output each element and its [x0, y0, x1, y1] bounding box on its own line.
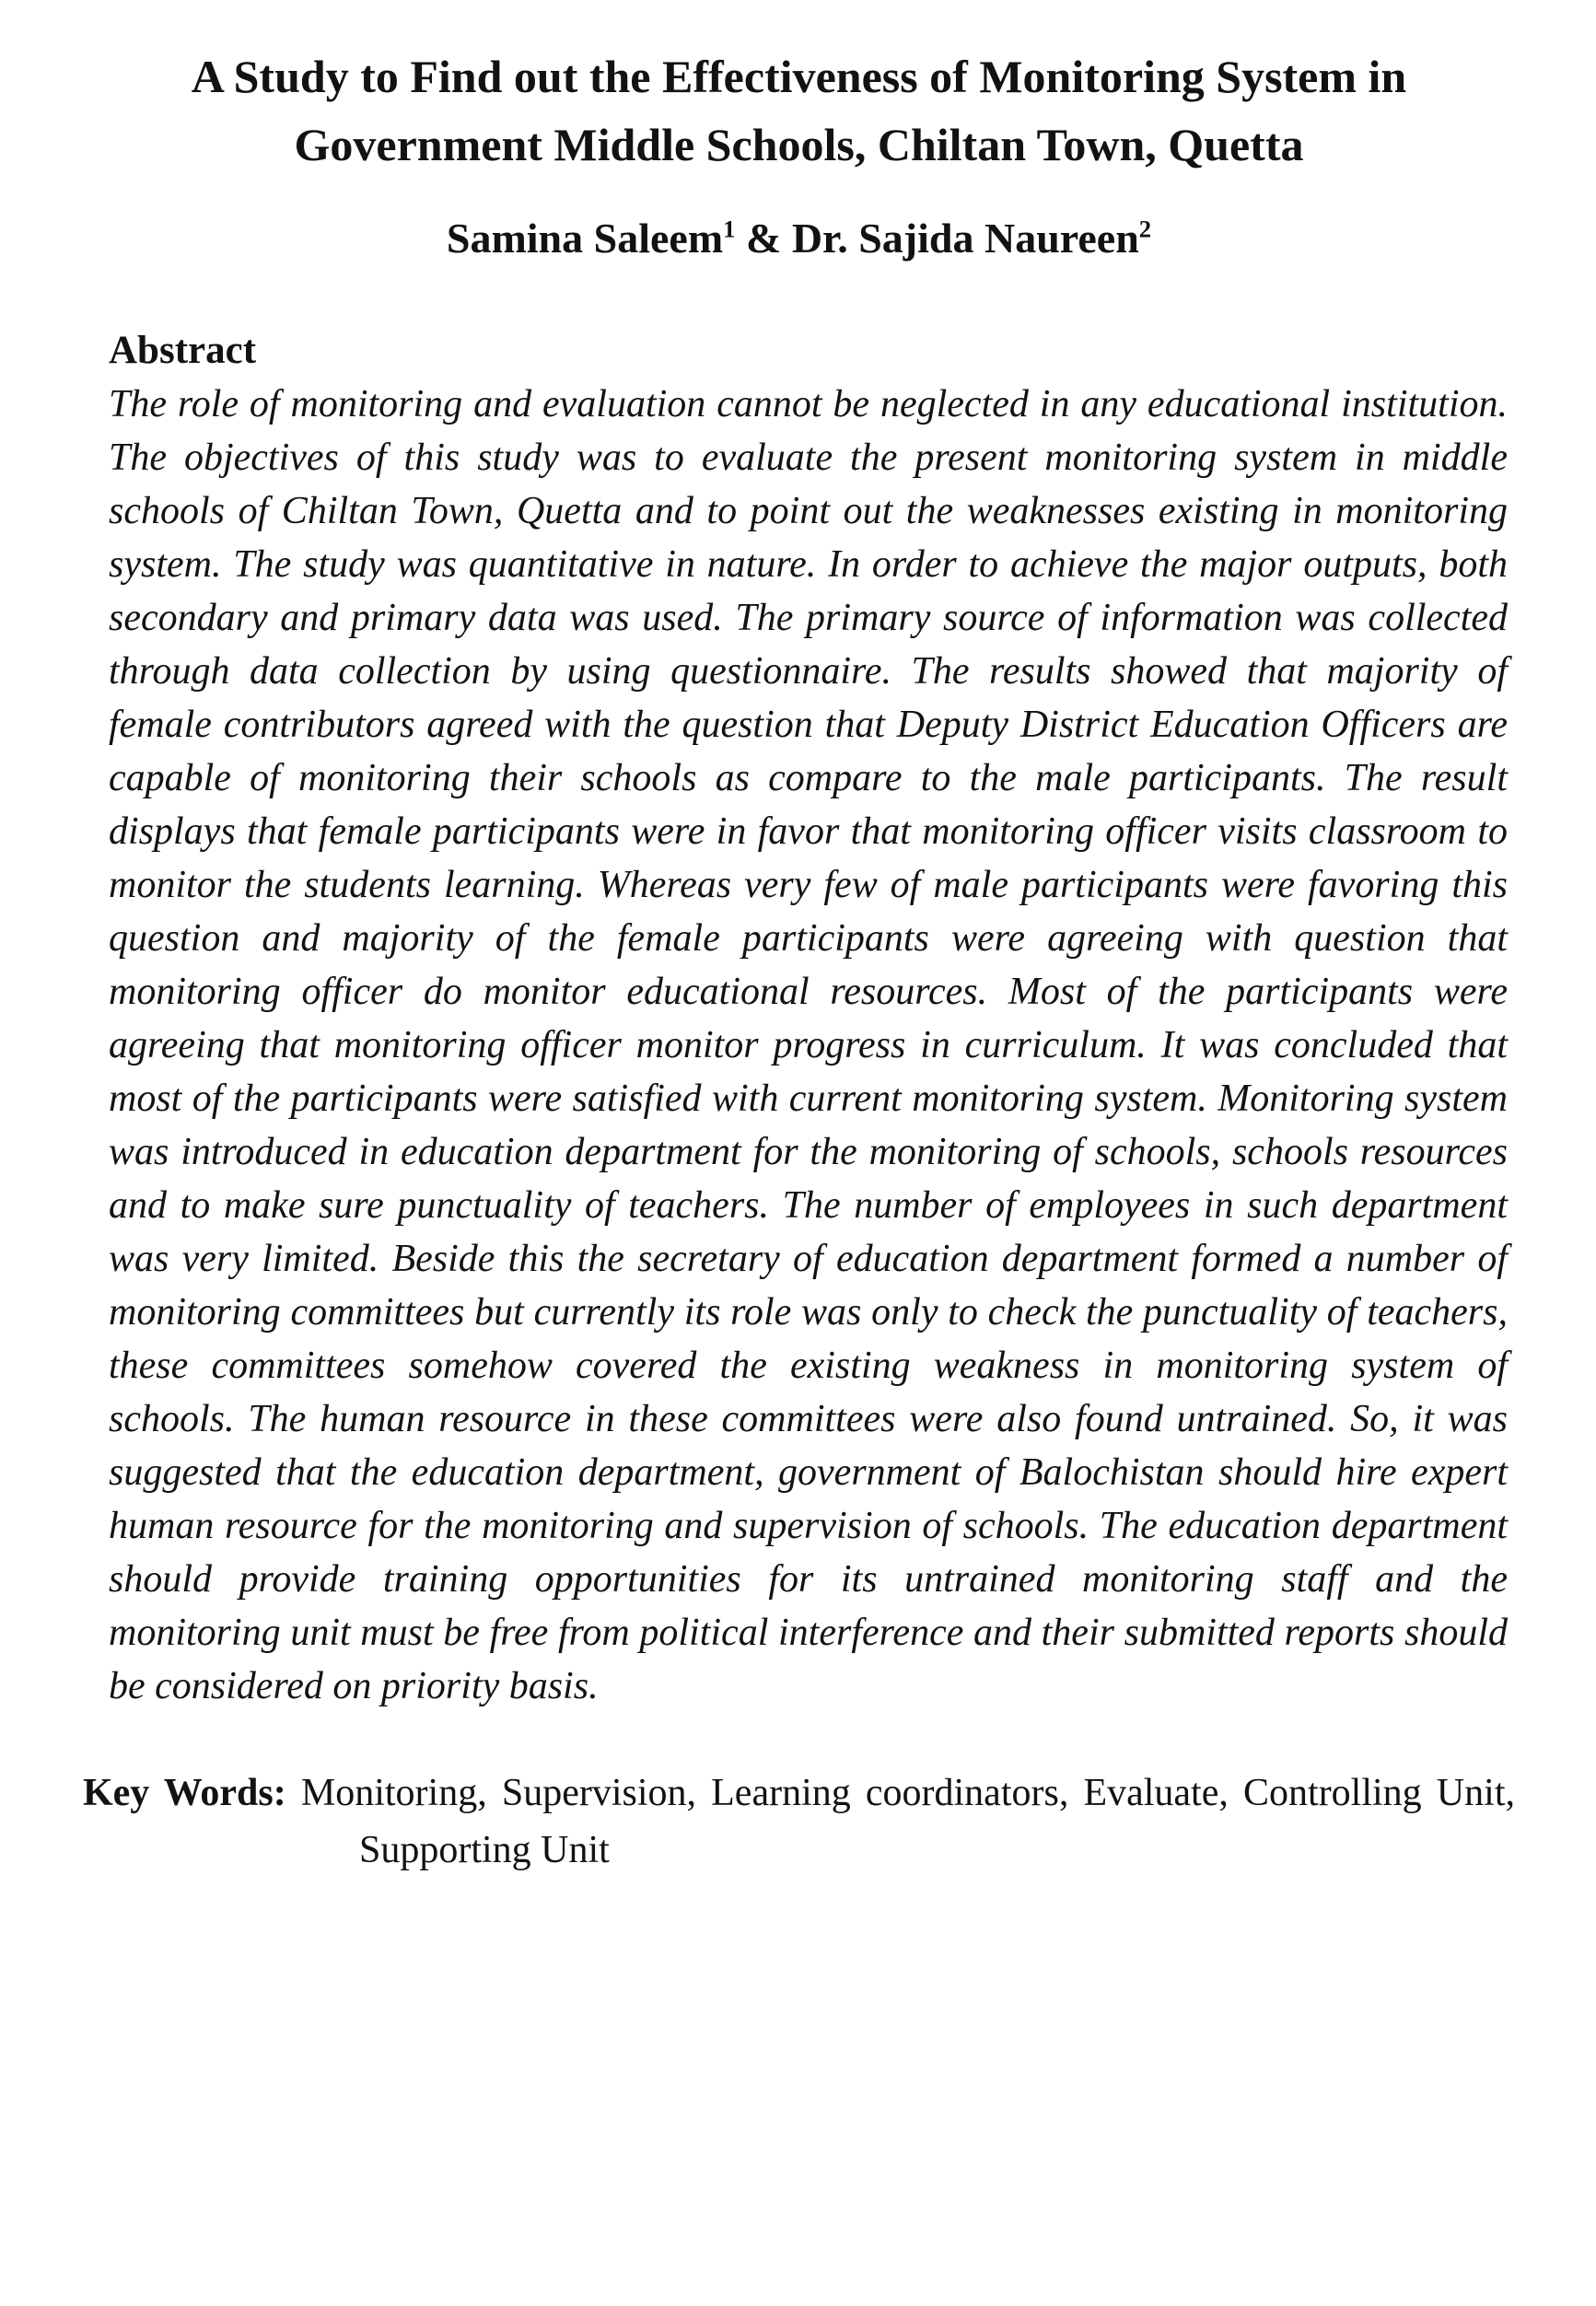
keywords-text: Monitoring, Supervision, Learning coordinators, Evaluate, Controlling Unit, Supporting Unit: [300, 1772, 1515, 1871]
author-2-name: Dr. Sajida Naureen: [791, 215, 1139, 262]
abstract-section: [109, 324, 1508, 1713]
title-line-2: Government Middle Schools, Chiltan Town, Quetta: [294, 119, 1304, 170]
keywords-block: [83, 1764, 1515, 1879]
keywords-space: [286, 1772, 301, 1814]
keywords-label: Key Words:: [83, 1772, 286, 1814]
abstract-heading: Abstract: [109, 329, 257, 372]
abstract-body: The role of monitoring and evaluation cannot be neglected in any educational institution. The objectives of this study was to evaluate the present monitoring system in middle schools of Chiltan Town, Quetta and to point out the weaknesses existing in monitoring system. The study was quantitative in nature. In order to achieve the major outputs, both secondary and primary data was used. The primary source of information was collected through data collection by using questionnaire. The results showed that majority of female contributors agreed with the question that Deputy District Education Officers are capable of monitoring their schools as compare to the male participants. The result displays that female participants were in favor that monitoring officer visits classroom to monitor the students learning. Whereas very few of male participants were favoring this question and majority of the female participants were agreeing with question that monitoring officer do monitor educational resources. Most of the participants were agreeing that monitoring officer monitor progress in curriculum. It was concluded that most of the participants were satisfied with current monitoring system. Monitoring system was introduced in education department for the monitoring of schools, schools resources and to make sure punctuality of teachers. The number of employees in such department was very limited. Beside this the secretary of education department formed a number of monitoring committees but currently its role was only to check the punctuality of teachers, these committees somehow covered the existing weakness in monitoring system of schools. The human resource in these committees were also found untrained. So, it was suggested that the education department, government of Balochistan should hire expert human resource for the monitoring and supervision of schools. The education department should provide training opportunities for its untrained monitoring staff and the monitoring unit must be free from political interference and their submitted reports should be considered on priority basis.: [109, 383, 1508, 1707]
title-line-1: A Study to Find out the Effectiveness of Monitoring System in: [191, 51, 1407, 102]
author-2-superscript: 2: [1138, 215, 1152, 243]
author-1-superscript: 1: [723, 215, 736, 243]
author-1-name: Samina Saleem: [446, 215, 724, 262]
paper-title: [83, 42, 1515, 179]
author-line: [83, 212, 1515, 265]
authors-separator: &: [735, 215, 792, 262]
